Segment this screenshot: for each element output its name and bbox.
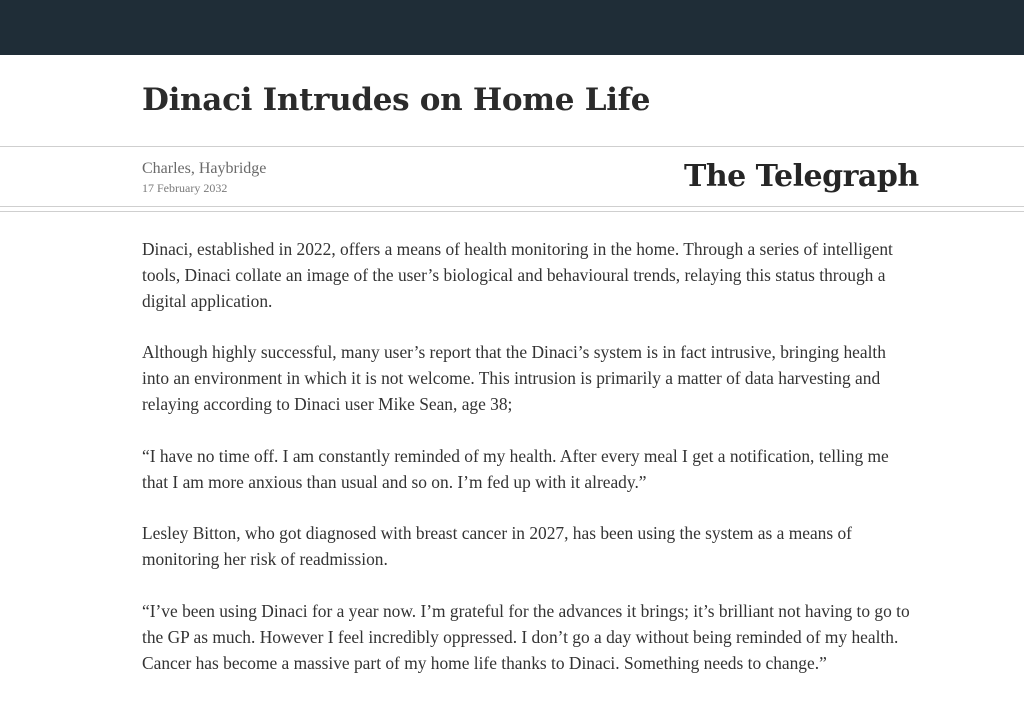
byline-author: Charles, Haybridge [142, 160, 267, 177]
divider [0, 211, 1024, 212]
divider [0, 206, 1024, 207]
article-headline: Dinaci Intrudes on Home Life [142, 82, 651, 118]
article-paragraph: “I have no time off. I am constantly reminded of my health. After every meal I get a notification, telling me that I am more anxious than usual and so on. I’m fed up with it already.” [142, 445, 889, 492]
article-paragraph: Dinaci, established in 2022, offers a means of health monitoring in the home. Through a series of intelligent tools, Dinaci collate an image of the user’s biological and behavioural trends, relaying this status through a digital application. [142, 239, 893, 311]
top-bar [0, 0, 1024, 55]
publication-logo: The Telegraph [684, 159, 919, 194]
article-paragraph: Lesley Bitton, who got diagnosed with breast cancer in 2027, has been using the system as a means of monitoring her risk of readmission. [142, 523, 852, 570]
article-paragraph: Although highly successful, many user’s report that the Dinaci’s system is in fact intrusive, bringing health into an environment in which it is not welcome. This intrusion is primarily a matter of data harvesting and relaying according to Dinaci user Mike Sean, age 38; [142, 342, 886, 414]
article-body [142, 237, 912, 702]
divider [0, 146, 1024, 147]
byline-date: 17 February 2032 [142, 181, 228, 195]
article-paragraph: “I’ve been using Dinaci for a year now. I’m grateful for the advances it brings; it’s brilliant not having to go to the GP as much. However I feel incredibly oppressed. I don’t go a day without being reminded of my health. Cancer has become a massive part of my home life thanks to Dinaci. Something needs to change.” [142, 600, 910, 673]
